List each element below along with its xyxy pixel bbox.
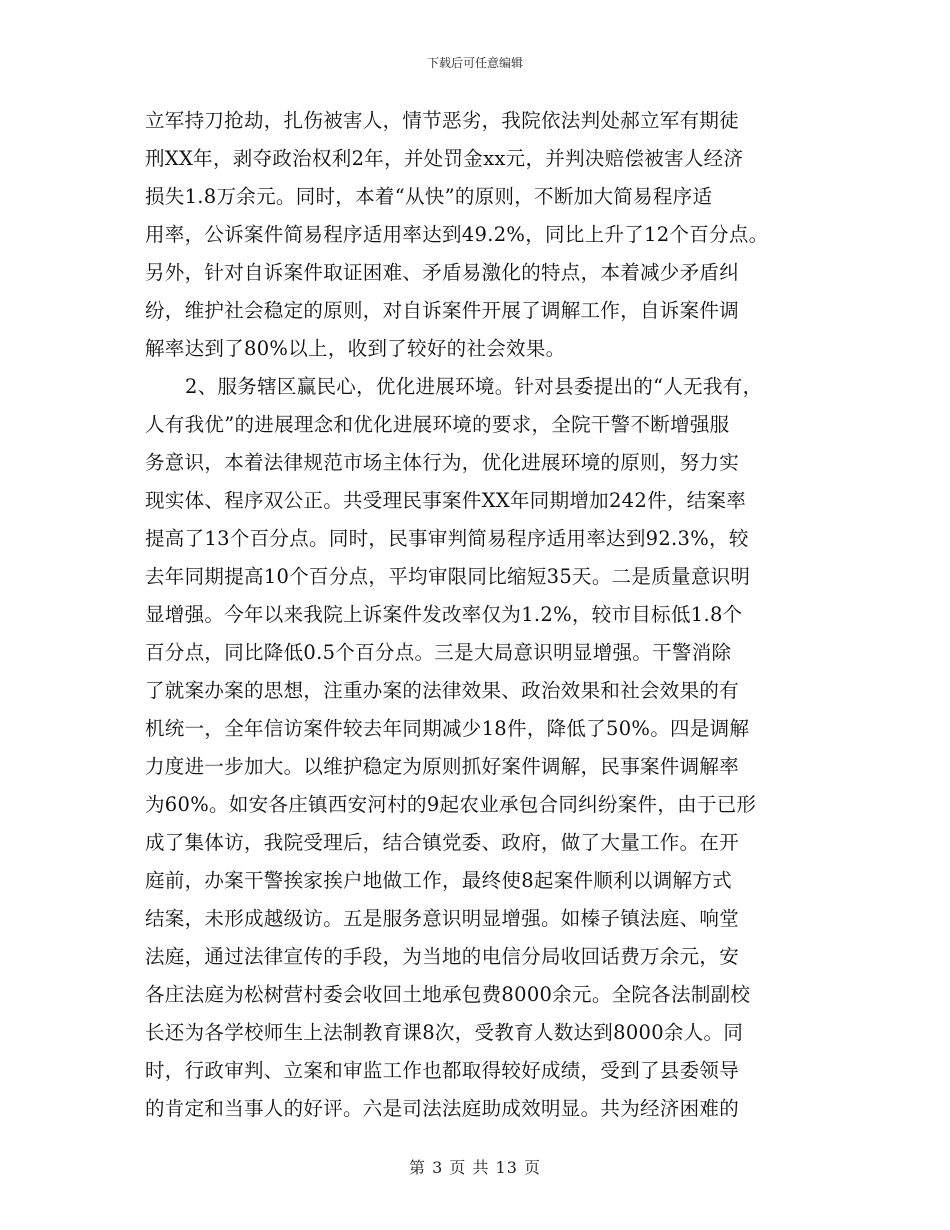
text-line: 另外，针对自诉案件取证困难、矛盾易激化的特点，本着减少矛盾纠 [145,261,740,284]
text-line: 刑XX年，剥夺政治权利2年，并处罚金xx元，并判决赔偿被害人经济 [145,147,744,170]
text-line: 立军持刀抢劫，扎伤被害人，情节恶劣，我院依法判处郝立军有期徒 [145,109,740,132]
text-line: 为60%。如安各庄镇西安河村的9起农业承包合同纠纷案件，由于已形 [145,793,757,816]
text-line: 力度进一步加大。以维护稳定为原则抓好案件调解，民事案件调解率 [145,755,740,778]
text-line: 显增强。今年以来我院上诉案件发改率仅为1.2%，较市目标低1.8个 [145,603,743,626]
text-line: 成了集体访，我院受理后，结合镇党委、政府，做了大量工作。在开 [145,831,740,854]
text-line: 时，行政审判、立案和审监工作也都取得较好成绩，受到了县委领导 [145,1059,740,1082]
text-line: 务意识，本着法律规范市场主体行为，优化进展环境的原则，努力实 [145,451,740,474]
text-line: 纷，维护社会稳定的原则，对自诉案件开展了调解工作，自诉案件调 [145,299,740,322]
text-line: 提高了13个百分点。同时，民事审判简易程序适用率达到92.3%，较 [145,527,749,550]
text-line: 百分点，同比降低0.5个百分点。三是大局意识明显增强。干警消除 [145,641,732,664]
text-line: 损失1.8万余元。同时，本着“从快”的原则，不断加大简易程序适 [145,185,713,208]
paragraph-start-line: 2、服务辖区赢民心，优化进展环境。针对县委提出的“人无我有， [185,375,763,398]
text-line: 长还为各学校师生上法制教育课8次，受教育人数达到8000余人。同 [145,1021,744,1044]
text-line: 解率达到了80%以上，收到了较好的社会效果。 [145,337,566,360]
text-line: 机统一，全年信访案件较去年同期减少18件，降低了50%。四是调解 [145,717,750,740]
text-line: 各庄法庭为松树营村委会收回土地承包费8000余元。全院各法制副校 [145,983,751,1006]
text-line: 人有我优”的进展理念和优化进展环境的要求，全院干警不断增强服 [145,413,730,436]
text-line: 的肯定和当事人的好评。六是司法法庭助成效明显。共为经济困难的 [145,1097,740,1120]
page-header-note: 下载后可任意编辑 [426,56,523,70]
text-line: 去年同期提高10个百分点，平均审限同比缩短35天。二是质量意识明 [145,565,751,588]
text-line: 结案，未形成越级访。五是服务意识明显增强。如榛子镇法庭、响堂 [145,907,740,930]
text-line: 了就案办案的思想，注重办案的法律效果、政治效果和社会效果的有 [145,679,740,702]
text-line: 庭前，办案干警挨家挨户地做工作，最终使8起案件顺利以调解方式 [145,869,732,892]
text-line: 现实体、程序双公正。共受理民事案件XX年同期增加242件，结案率 [145,489,747,512]
text-line: 用率，公诉案件简易程序适用率达到49.2%，同比上升了12个百分点。 [145,223,769,246]
text-line: 法庭，通过法律宣传的手段，为当地的电信分局收回话费万余元，安 [145,945,740,968]
page-number-footer: 第 3 页 共 13 页 [409,1158,541,1177]
